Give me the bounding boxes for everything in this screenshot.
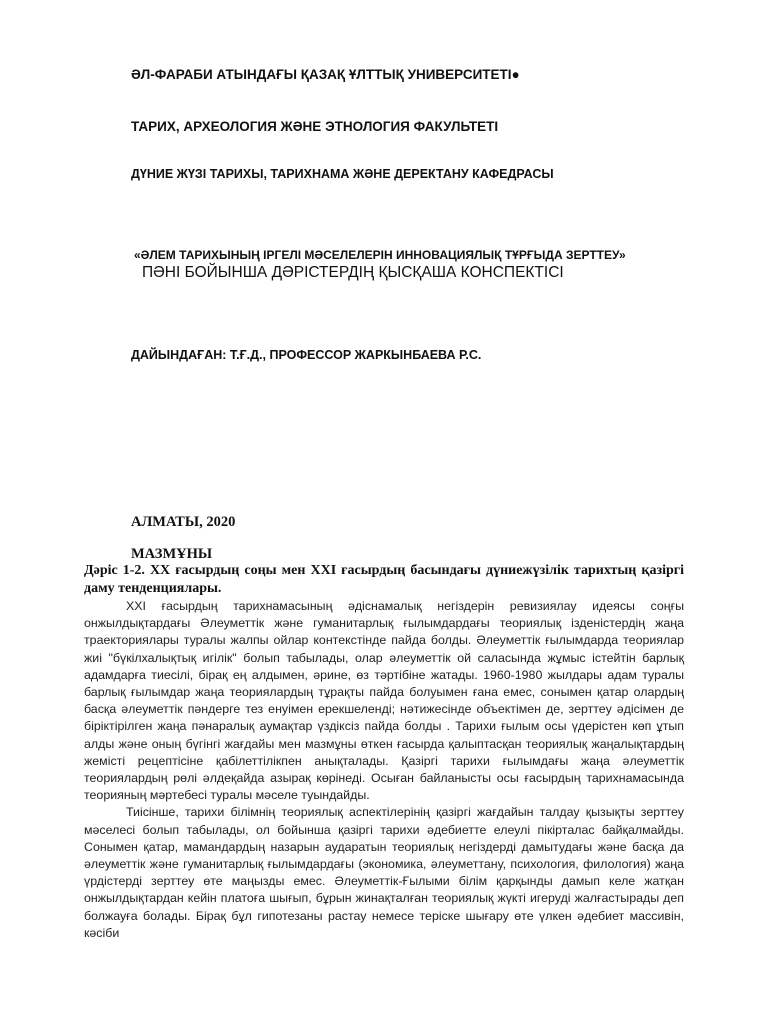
author-line: ДАЙЫНДАҒАН: Т.Ғ.Д., ПРОФЕССОР ЖАРКЫНБАЕВА Р.С. — [131, 348, 482, 362]
course-title: «ӘЛЕМ ТАРИХЫНЫҢ ІРГЕЛІ МӘСЕЛЕЛЕРІН ИННОВАЦИЯЛЫҚ ТҰРҒЫДА ЗЕРТТЕУ» — [134, 248, 626, 262]
department-name: ДҮНИЕ ЖҮЗІ ТАРИХЫ, ТАРИХНАМА ЖӘНЕ ДЕРЕКТАНУ КАФЕДРАСЫ — [131, 167, 554, 181]
lecture-title: Дәріс 1-2. XX ғасырдың соңы мен XXI ғасырдың басындағы дүниежүзілік тарихтың қазіргі даму тенденциялары. — [84, 563, 684, 596]
body-paragraph: Тиісінше, тарихи білімнің теориялық аспектілерінің қазіргі жағдайын талдау қызықты зерттеу мәселесі болып табылады, ол бойынша қазіргі тарихи әдебиетте елеулі пікірталас байқалмайды. Сонымен қатар, мамандардың назарын аударатын теориялық негіздерді дамытудағы және басқа да әлеуметтік және гуманитарлық ғылымдардағы (экономика, әлеуметтану, психология, филология) жаңа үрдістерді зерттеу өте маңызды емес. Әлеуметтік-Ғылыми білім қарқынды дамып келе жатқан онжылдықтардан кейін платоға шығып, бұрын жинақталған теориялық жүкті игеруді жалғастырады деп болжауға болады. Бірақ бұл гипотезаны растау немесе теріске шығару өте үлкен әдебиет массивін, кәсіби — [84, 805, 684, 940]
university-name: ӘЛ-ФАРАБИ АТЫНДАҒЫ ҚАЗАҚ ҰЛТТЫҚ УНИВЕРСИТЕТІ● — [131, 67, 520, 82]
document-subtitle: ПӘНІ БОЙЫНША ДӘРІСТЕРДІҢ ҚЫСҚАША КОНСПЕКТІСІ — [142, 264, 564, 281]
city-year: АЛМАТЫ, 2020 — [131, 514, 236, 530]
body-paragraph: XXI ғасырдың тарихнамасының әдіснамалық негіздерін ревизиялау идеясы соңғы онжылдықтардағы Әлеуметтік және гуманитарлық ғылымдардағы теориялық ізденістердің жаңа траекториялары туралы жалпы ойлар контекстінде пайда болды. Әлеуметтік ғылымдарда теориялар жиі "бүкілхалықтық игілік" болып табылады, олар әлеуметтік ой саласында жұмыс істейтін барлық адамдарға тиесілі, бірақ ең алдымен, әрине, өз тәртібіне жатады. 1960-1980 жылдары адам туралы барлық ғылымдар жаңа теориялардың тұрақты пайда болуымен ғана емес, сонымен қатар олардың басқа әлеуметтік пәндерге тез енуімен ерекшеленді; нәтижесінде объектімен де, зерттеу әдісімен де біріктірілген жаңа пәнаралық аумақтар үздіксіз пайда болды . Тарихи ғылым осы үдерістен көп ұтып алды және оның бүгінгі жағдайы мен мазмұны өткен ғасырда қалыптасқан теориялық жаңалықтардың жемісті рецептісіне қабілеттілікпен анықталады. Қазіргі тарихи ғылымдағы жаңа әлеуметтік теориялардың рөлі әлдеқайда азырақ көрінеді. Осыған байланысты осы ғасырдың тарихнамасында теорияның мәртебесі туралы мәселе туындайды. — [84, 599, 684, 803]
contents-heading: МАЗМҰНЫ — [131, 546, 213, 562]
faculty-name: ТАРИХ, АРХЕОЛОГИЯ ЖӘНЕ ЭТНОЛОГИЯ ФАКУЛЬТЕТІ — [131, 119, 499, 134]
lecture-body — [84, 598, 684, 942]
